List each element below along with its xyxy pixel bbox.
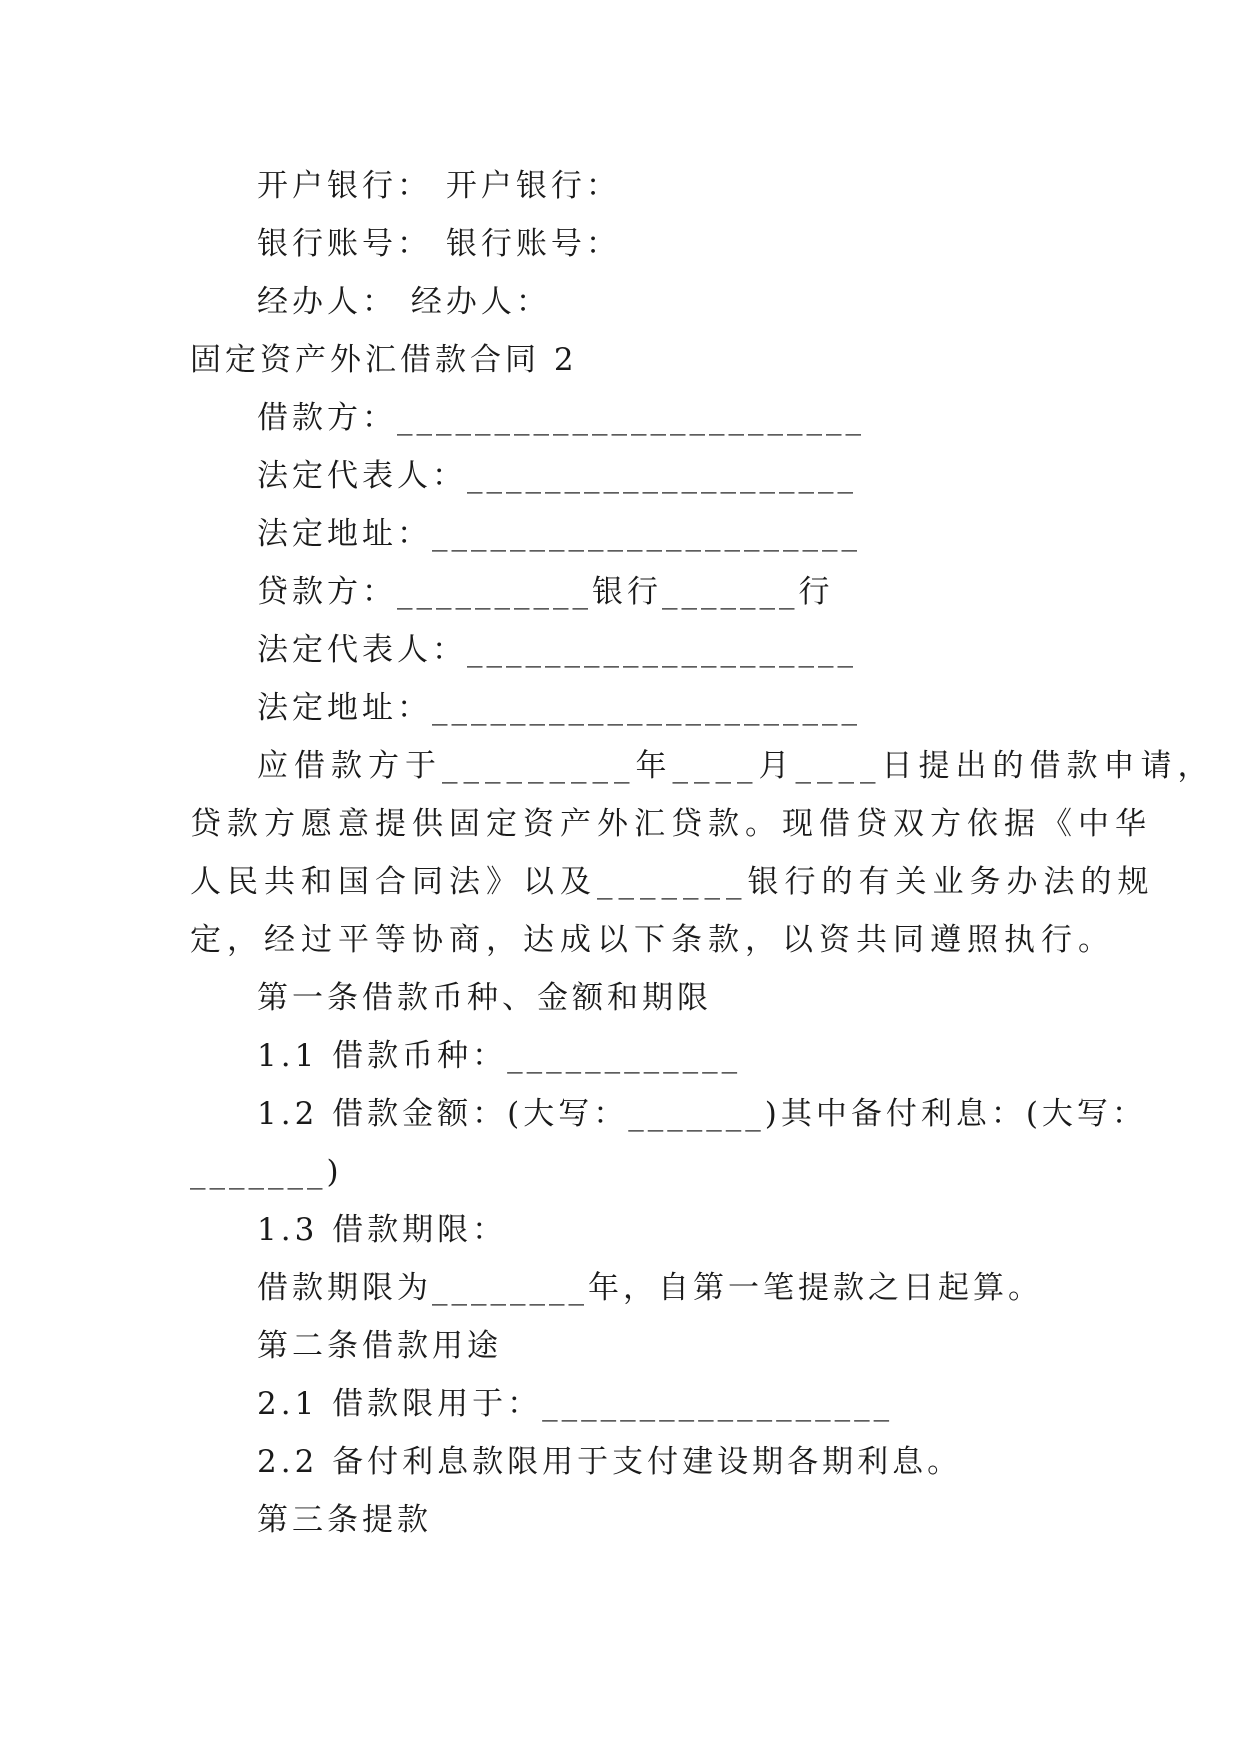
bank-name-line: 开户银行： 开户银行： <box>257 168 621 204</box>
clause-2-1: 2.1 借款限用于：__________________ <box>257 1386 894 1422</box>
lender-address-line: 法定地址：______________________ <box>257 690 861 726</box>
article-2-heading: 第二条借款用途 <box>257 1328 502 1364</box>
clause-1-1: 1.1 借款币种：____________ <box>257 1038 742 1074</box>
clause-1-2-continued: _______) <box>190 1154 343 1190</box>
loan-term-line: 借款期限为________年，自第一笔提款之日起算。 <box>257 1270 1043 1306</box>
borrower-representative-line: 法定代表人：____________________ <box>257 458 857 494</box>
clause-1-3: 1.3 借款期限： <box>257 1212 508 1248</box>
handler-line: 经办人： 经办人： <box>257 284 551 320</box>
clause-1-2: 1.2 借款金额：(大写：_______)其中备付利息：(大写： <box>257 1096 1147 1132</box>
borrower-address-line: 法定地址：______________________ <box>257 516 861 552</box>
lender-line: 贷款方：__________银行_______行 <box>257 574 834 610</box>
preamble-line-1: 应借款方于_________年____月____日提出的借款申请， <box>257 748 1215 784</box>
clause-2-2: 2.2 备付利息款限用于支付建设期各期利息。 <box>257 1444 963 1480</box>
article-1-heading: 第一条借款币种、金额和期限 <box>257 980 712 1016</box>
borrower-line: 借款方：________________________ <box>257 400 865 436</box>
lender-representative-line: 法定代表人：____________________ <box>257 632 857 668</box>
preamble-line-2: 贷款方愿意提供固定资产外汇贷款。现借贷双方依据《中华 <box>190 806 1152 842</box>
preamble-line-4: 定，经过平等协商，达成以下条款，以资共同遵照执行。 <box>190 922 1115 958</box>
bank-account-line: 银行账号： 银行账号： <box>257 226 621 262</box>
contract-title: 固定资产外汇借款合同 2 <box>190 342 578 378</box>
article-3-heading: 第三条提款 <box>257 1502 432 1538</box>
preamble-line-3: 人民共和国合同法》以及_______银行的有关业务办法的规 <box>190 864 1155 900</box>
